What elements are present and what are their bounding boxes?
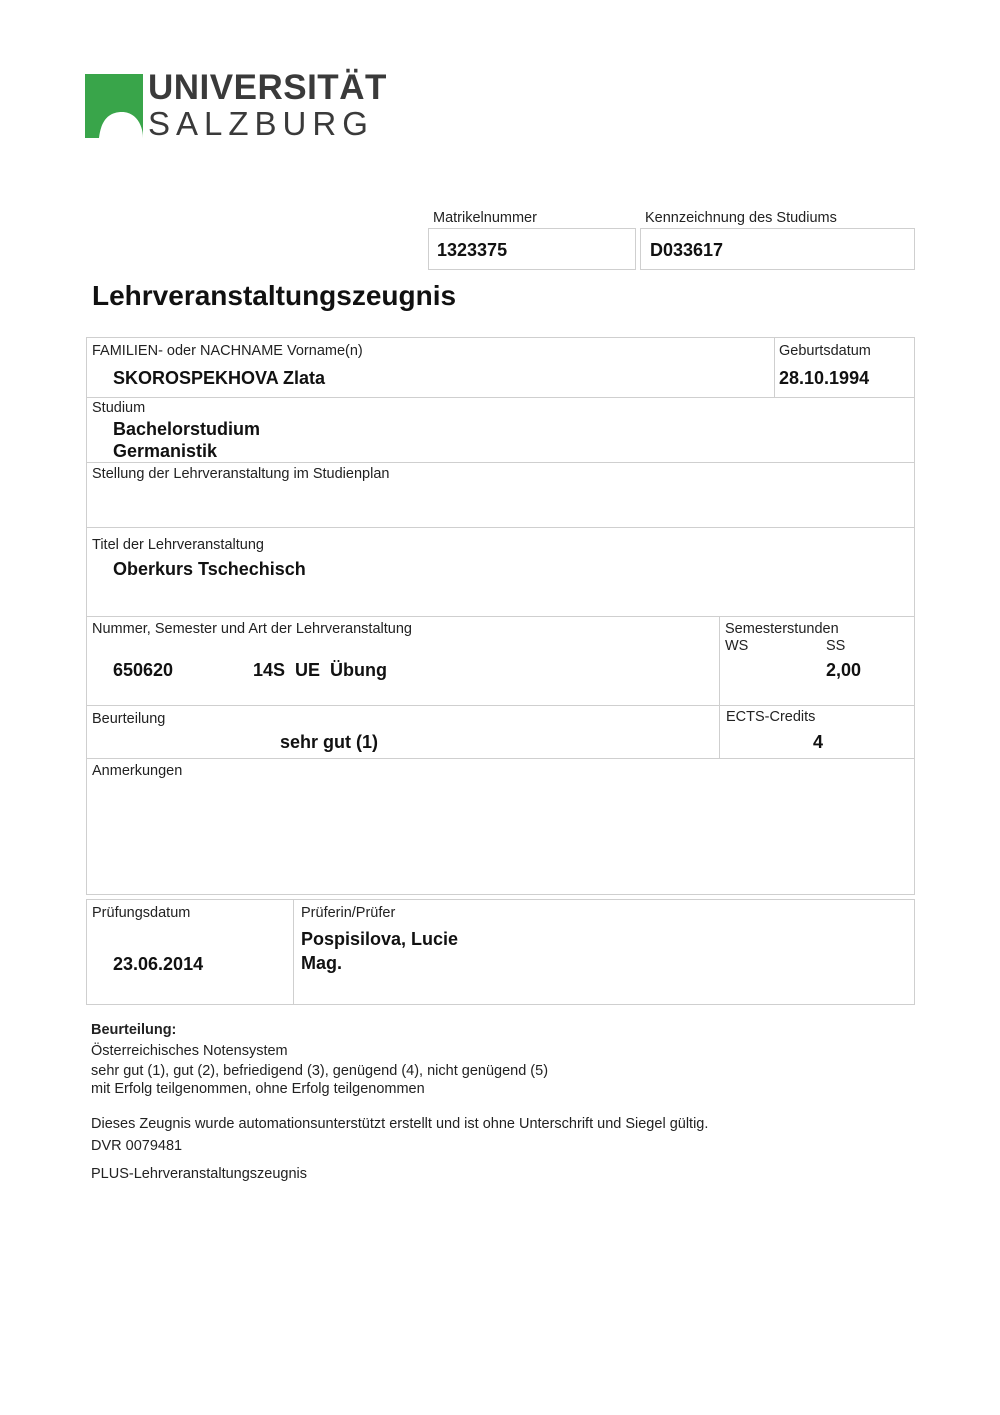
footer-heading: Beurteilung: xyxy=(91,1022,177,1038)
divider xyxy=(86,527,915,528)
studium-label: Studium xyxy=(92,400,146,416)
pruefer-label: Prüferin/Prüfer xyxy=(301,905,396,921)
pruefer-line1: Pospisilova, Lucie xyxy=(301,929,459,949)
page-title: Lehrveranstaltungszeugnis xyxy=(92,280,457,311)
matrikel-label: Matrikelnummer xyxy=(433,210,537,226)
titel-value: Oberkurs Tschechisch xyxy=(113,559,306,579)
divider xyxy=(86,705,915,706)
divider xyxy=(86,616,915,617)
birth-label: Geburtsdatum xyxy=(779,343,871,359)
divider xyxy=(293,899,294,1005)
pruefungsdatum-label: Prüfungsdatum xyxy=(92,905,191,921)
divider xyxy=(86,397,915,398)
name-value: SKOROSPEKHOVA Zlata xyxy=(113,368,326,388)
ss-value: 2,00 xyxy=(826,660,862,680)
ss-label: SS xyxy=(826,638,846,654)
footer-note: Dieses Zeugnis wurde automationsunterstützt erstellt und ist ohne Unterschrift und Siegel gültig. xyxy=(91,1116,709,1132)
divider xyxy=(86,758,915,759)
beurteilung-label: Beurteilung xyxy=(92,711,166,727)
divider xyxy=(774,337,775,397)
stellung-label: Stellung der Lehrveranstaltung im Studienplan xyxy=(92,466,390,482)
footer-line1: Österreichisches Notensystem xyxy=(91,1043,288,1059)
logo-line2: SALZBURG xyxy=(148,105,374,142)
pruefer-line2: Mag. xyxy=(301,953,343,973)
footer-line2: sehr gut (1), gut (2), befriedigend (3), genügend (4), nicht genügend (5) xyxy=(91,1063,549,1079)
studium-line1: Bachelorstudium xyxy=(113,419,261,439)
divider xyxy=(86,462,915,463)
beurteilung-value: sehr gut (1) xyxy=(280,732,379,752)
semesterstunden-label: Semesterstunden xyxy=(725,621,839,637)
kennzeichnung-label: Kennzeichnung des Studiums xyxy=(645,210,837,226)
ects-value: 4 xyxy=(813,732,824,752)
studium-line2: Germanistik xyxy=(113,441,218,461)
kennzeichnung-value: D033617 xyxy=(650,240,724,260)
semester-art-value: 14S UE Übung xyxy=(253,660,388,680)
divider xyxy=(719,616,720,758)
ects-label: ECTS-Credits xyxy=(726,709,816,725)
nummer-label: Nummer, Semester und Art der Lehrveranstaltung xyxy=(92,621,412,637)
anmerkungen-label: Anmerkungen xyxy=(92,763,183,779)
university-logo xyxy=(85,68,387,144)
pruefung-box xyxy=(86,899,915,1005)
logo-line1: UNIVERSITÄT xyxy=(148,68,387,107)
footer-doc-type: PLUS-Lehrveranstaltungszeugnis xyxy=(91,1166,308,1182)
footer-dvr: DVR 0079481 xyxy=(91,1138,183,1154)
footer-line3: mit Erfolg teilgenommen, ohne Erfolg teilgenommen xyxy=(91,1081,425,1097)
ws-label: WS xyxy=(725,638,749,654)
logo-arch-icon xyxy=(85,74,145,140)
birth-value: 28.10.1994 xyxy=(779,368,870,388)
pruefungsdatum-value: 23.06.2014 xyxy=(113,954,204,974)
nummer-value: 650620 xyxy=(113,660,174,680)
matrikel-value: 1323375 xyxy=(437,240,508,260)
titel-label: Titel der Lehrveranstaltung xyxy=(92,537,264,553)
name-label: FAMILIEN- oder NACHNAME Vorname(n) xyxy=(92,343,363,359)
